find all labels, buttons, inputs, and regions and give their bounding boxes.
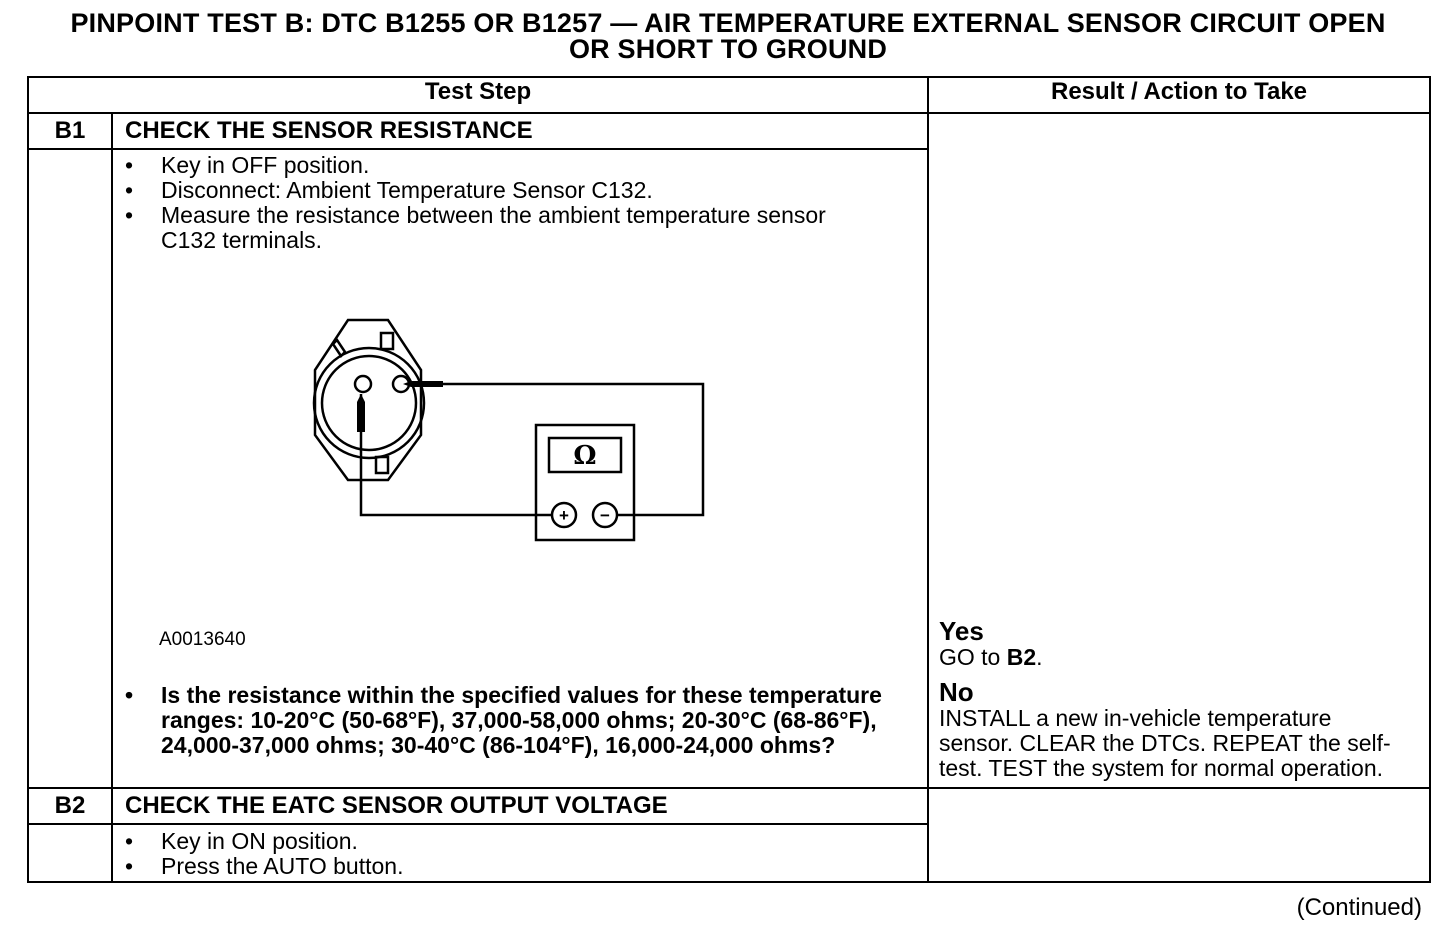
step-b2-bullets [113,825,927,879]
step-id-b1: B1 [28,113,112,149]
sensor-resistance-diagram [283,310,743,610]
step-b2-title-row [28,788,1430,824]
list-item: • Is the resistance within the specified values for these temperature ranges: 10-20°C (50-68°F), 37,000-58,000 ohms; 20-30°C (68-86°F), 24,000-37,000 ohms; 30-40°C (86-104°F), 16,000-24,000 ohms? [113,683,903,758]
column-header-result: Result / Action to Take [928,77,1430,113]
title-line-1: PINPOINT TEST B: DTC B1255 OR B1257 — AIR TEMPERATURE EXTERNAL SENSOR CIRCUIT OPEN [70,8,1386,38]
sensor-notch [333,340,345,356]
sensor-hex-body [315,320,421,480]
result-yes-target: B2 [1006,644,1037,670]
step-b2-id-spacer [28,824,112,882]
figure-id: A0013640 [159,629,246,650]
list-item: • Press the AUTO button. [113,854,927,879]
step-id-b2: B2 [28,788,112,824]
result-yes-action [939,645,1409,670]
result-no-action: INSTALL a new in-vehicle temperature sensor. CLEAR the DTCs. REPEAT the self-test. TEST the system for normal operation. [939,705,1391,781]
list-item: • Key in ON position. [113,829,927,854]
table-header-row [28,77,1430,113]
column-header-test-step: Test Step [28,77,928,113]
result-yes-prefix: GO to [939,644,1007,670]
result-yes-suffix: . [1036,644,1043,670]
plus-symbol: + [559,506,569,525]
step-b2-result-cell [928,788,1430,882]
test-lead-right [411,384,703,515]
step-b1-question [113,683,903,758]
step-b1-result [939,617,1409,781]
sensor-terminal-left [355,376,371,392]
probe-tip-right [403,381,443,387]
minus-symbol: − [600,506,610,525]
page-title [0,10,1456,62]
probe-tip-left [357,394,365,432]
title-line-2: OR SHORT TO GROUND [568,34,888,64]
result-yes-label: Yes [939,616,984,646]
sensor-connector-face [322,356,416,450]
step-title-b2: CHECK THE EATC SENSOR OUTPUT VOLTAGE [112,788,928,824]
pinpoint-test-table [27,76,1431,883]
continued-label: (Continued) [1296,894,1422,921]
sensor-key-tab-top [381,333,393,349]
list-item: • Measure the resistance between the ambient temperature sensor C132 terminals. [113,203,873,253]
step-b1-title-row [28,113,1430,149]
step-title-b1: CHECK THE SENSOR RESISTANCE [112,113,928,149]
sensor-connector-ring [314,348,424,458]
step-b1-result-cell [928,113,1430,788]
list-item: • Key in OFF position. [113,153,873,178]
step-b2-body [112,824,928,882]
step-b1-id-spacer [28,149,112,788]
list-item: • Disconnect: Ambient Temperature Sensor C132. [113,178,873,203]
ohm-symbol: Ω [573,441,597,471]
result-no-label: No [939,677,974,707]
sensor-key-tab-bottom [376,457,388,473]
step-b1-body [112,149,928,788]
step-b1-bullets [113,153,873,253]
